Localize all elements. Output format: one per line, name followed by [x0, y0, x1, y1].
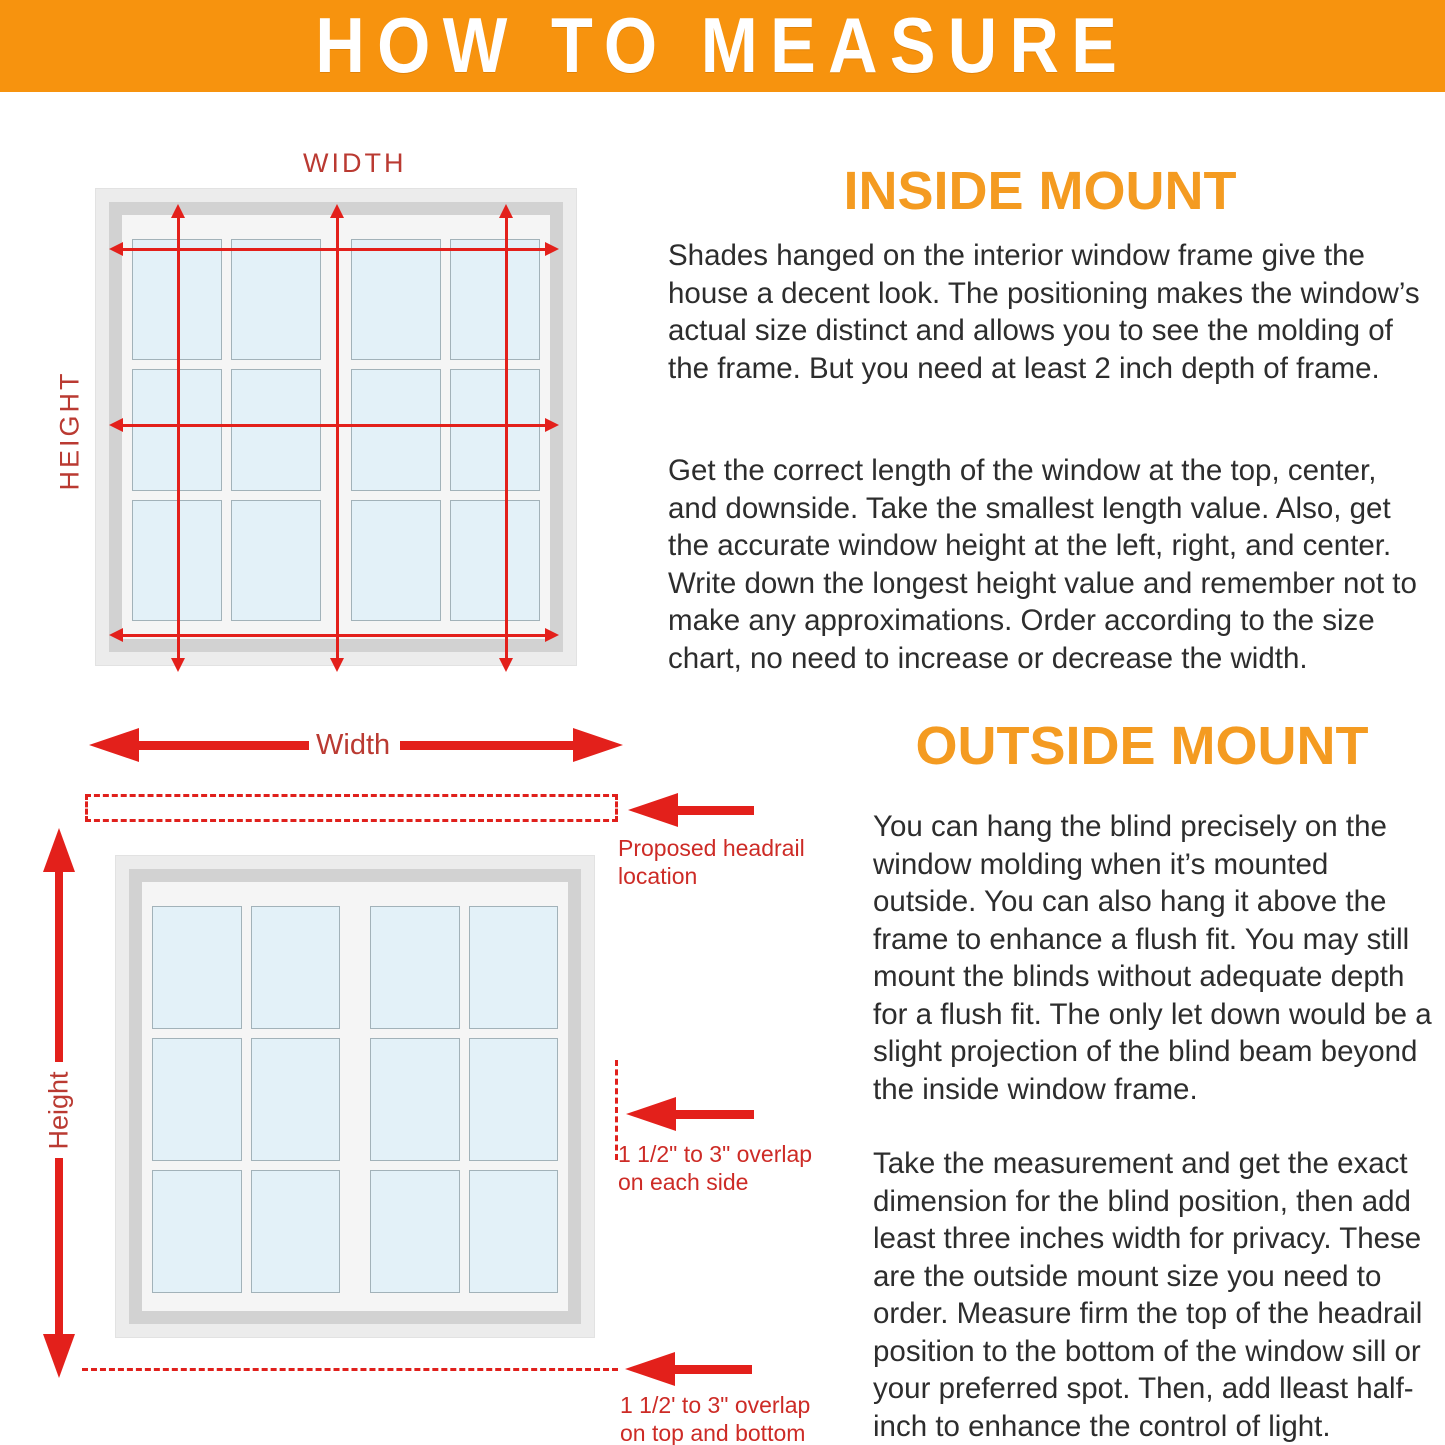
- height-label-mask: [34, 1062, 84, 1158]
- outside-mount-window: [115, 855, 595, 1338]
- bottom-overlap-dashed-line: [82, 1368, 618, 1371]
- measure-arrow-bottom-width: [123, 634, 545, 637]
- window-pane: [152, 906, 242, 1029]
- window-pane: [370, 1170, 460, 1293]
- window-pane: [351, 369, 441, 490]
- measure-arrow-left-height: [177, 218, 180, 658]
- page-title: HOW TO MEASURE: [315, 2, 1130, 90]
- window-right-sash: [351, 239, 540, 621]
- window-pane: [251, 1038, 341, 1161]
- window-frame-band: [129, 869, 581, 1324]
- inside-mount-paragraph-1: Shades hanged on the interior window frame give the house a decent look. The positioning makes the window’s actual size distinct and allows you to see the molding of the frame. But you need at least 2 inch depth of frame.: [668, 239, 1420, 385]
- width-arrow-right: [400, 741, 573, 750]
- window-sash-area: [142, 882, 568, 1311]
- window-pane: [469, 1170, 559, 1293]
- window-pane: [152, 1038, 242, 1161]
- measure-arrow-center-height: [336, 218, 339, 658]
- headrail-pointer-arrow: [678, 806, 754, 815]
- measure-arrow-middle-width: [123, 424, 545, 427]
- window-pane: [231, 500, 321, 621]
- window-pane: [370, 906, 460, 1029]
- side-overlap-arrow: [676, 1110, 754, 1119]
- window-left-sash: [132, 239, 321, 621]
- window-pane: [469, 906, 559, 1029]
- window-pane: [469, 1038, 559, 1161]
- window-pane: [351, 500, 441, 621]
- window-pane: [251, 906, 341, 1029]
- inside-mount-paragraph-2: Get the correct length of the window at the top, center, and downside. Take the smallest length value. Also, get the accurate window height at the left, right, and center. Write down the longest height value and remember not to make any approximations. Order according to the size chart, no need to increase or decrease the width.: [668, 454, 1417, 675]
- title-banner: [0, 0, 1445, 92]
- window-pane: [152, 1170, 242, 1293]
- measure-arrow-right-height: [505, 218, 508, 658]
- window-center-divider: [340, 906, 370, 1293]
- window-left-sash: [152, 906, 340, 1293]
- window-pane: [231, 369, 321, 490]
- window-pane: [351, 239, 441, 360]
- window-pane: [450, 239, 540, 360]
- side-overlap-label: 1 1/2" to 3" overlap on each side: [618, 1141, 813, 1195]
- window-pane: [450, 500, 540, 621]
- inside-diagram-width-label: WIDTH: [303, 148, 407, 178]
- inside-diagram-height-label: HEIGHT: [54, 370, 85, 491]
- inside-mount-heading: INSIDE MOUNT: [843, 161, 1237, 221]
- headrail-label: Proposed headrail location: [618, 835, 805, 889]
- width-arrow-left: [139, 741, 309, 750]
- outside-diagram-height-label: Height: [43, 1070, 74, 1150]
- bottom-overlap-arrow: [675, 1365, 752, 1374]
- bottom-overlap-label: 1 1/2' to 3" overlap on top and bottom: [620, 1392, 811, 1445]
- headrail-dashed-box: [85, 794, 618, 822]
- outside-mount-paragraph-1: You can hang the blind precisely on the window molding when it’s mounted outside. You can also hang it above the frame to enhance a flush fit. You may still mount the blinds without adequate depth for a flush fit. The only let down would be a slight projection of the blind beam beyond the inside window frame.: [873, 810, 1432, 1106]
- window-pane: [251, 1170, 341, 1293]
- outside-mount-paragraph-2: Take the measurement and get the exact dimension for the blind position, then add least three inches width for privacy. These are the outside mount size you need to order. Measure firm the top of the headrail position to the bottom of the window sill or your preferred spot. Then, add lleast half-inch to enhance the control of light.: [873, 1147, 1423, 1443]
- window-pane: [370, 1038, 460, 1161]
- window-pane: [450, 369, 540, 490]
- measure-arrow-top-width: [123, 248, 545, 251]
- window-pane: [231, 239, 321, 360]
- outside-mount-heading: OUTSIDE MOUNT: [915, 716, 1369, 776]
- window-right-sash: [370, 906, 558, 1293]
- outside-diagram-width-label: Width: [316, 729, 391, 761]
